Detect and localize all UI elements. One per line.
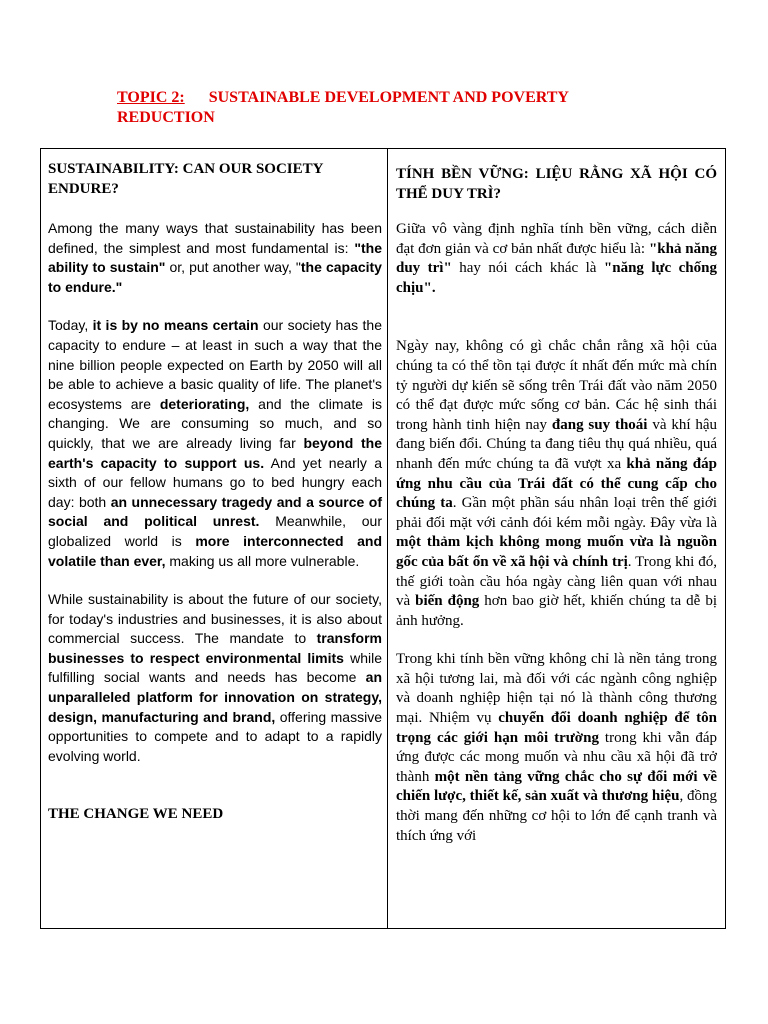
vietnamese-column [388,149,725,928]
topic-label: TOPIC 2: [117,89,185,106]
english-paragraph-1: Among the many ways that sustainability has been defined, the simplest and most fundamental is: "the ability to sustain" or, put another way, "the capacity to endure." [48,220,382,295]
english-heading-2: THE CHANGE WE NEED [48,806,224,823]
topic-title [117,88,657,128]
english-paragraph-3: While sustainability is about the future of our society, for today's industries and businesses, it is also about commercial success. The mandate to transform businesses to respect environmental limits while fulfilling social wants and needs has become an unparalleled platform for innovation on strategy, design, manufacturing and brand, offering massive opportunities to compete and to adapt to a rapidly evolving world. [48,591,382,764]
english-heading: SUSTAINABILITY: CAN OUR SOCIETY ENDURE? [48,161,323,197]
vietnamese-heading: TÍNH BỀN VỮNG: LIỆU RẰNG XÃ HỘI CÓ THỂ DUY TRÌ? [396,166,717,202]
english-column [41,149,388,928]
english-paragraph-2: Today, it is by no means certain our society has the capacity to endure – at least in such a way that the nine billion people expected on Earth by 2050 will all be able to achieve a basic quality of life. The planet's ecosystems are deteriorating, and the climate is changing. We are consuming so much, and so quickly, that we are already living far beyond the earth's capacity to support us. And yet nearly a sixth of our fellow humans go to bed hungry each day: both an unnecessary tragedy and a source of social and political unrest. Meanwhile, our globalized world is more interconnected and volatile than ever, making us all more vulnerable. [48,317,383,569]
vietnamese-paragraph-2: Ngày nay, không có gì chắc chắn rằng xã hội của chúng ta có thể tồn tại được ít nhất đến mức mà chín tỷ người dự kiến sẽ sống trên Trái đất vào năm 2050 có thể đạt được mức sống cơ bản. Các hệ sinh thái trong hành tinh hiện nay đang suy thoái và khí hậu đang biến đổi. Chúng ta đang tiêu thụ quá nhiều, quá nhanh đến mức chúng ta đã vượt xa khả năng đáp ứng nhu cầu của Trái đất có thể cung cấp cho chúng ta. Gần một phần sáu nhân loại trên thế giới phải đối mặt với cảnh đói kém mỗi ngày. Đây vừa là một thảm kịch không mong muốn vừa là nguồn gốc của bất ổn về xã hội và chính trị. Trong khi đó, thế giới toàn cầu hóa ngày càng liên quan với nhau và biến động hơn bao giờ hết, khiến chúng ta dễ bị ảnh hưởng. [396,338,718,629]
vietnamese-paragraph-3: Trong khi tính bền vững không chỉ là nền tảng trong xã hội tương lai, mà đối với các ngành công nghiệp và doanh nghiệp hiện tại nó là thành công thương mại. Nhiệm vụ chuyển đổi doanh nghiệp để tôn trọng các giới hạn môi trường trong khi vẫn đáp ứng được các mong muốn và nhu cầu xã hội đã trở thành một nền tảng vững chắc cho sự đổi mới về chiến lược, thiết kế, sản xuất và thương hiệu, đồng thời mang đến những cơ hội to lớn để cạnh tranh và thích ứng với [396,651,718,844]
vietnamese-paragraph-1: Giữa vô vàng định nghĩa tính bền vững, cách diễn đạt đơn giản và cơ bản nhất được hiểu là: "khả năng duy trì" hay nói cách khác là "năng lực chống chịu". [396,221,717,296]
bilingual-table [40,148,726,929]
topic-heading: SUSTAINABLE DEVELOPMENT AND POVERTY REDUCTION [117,89,569,126]
